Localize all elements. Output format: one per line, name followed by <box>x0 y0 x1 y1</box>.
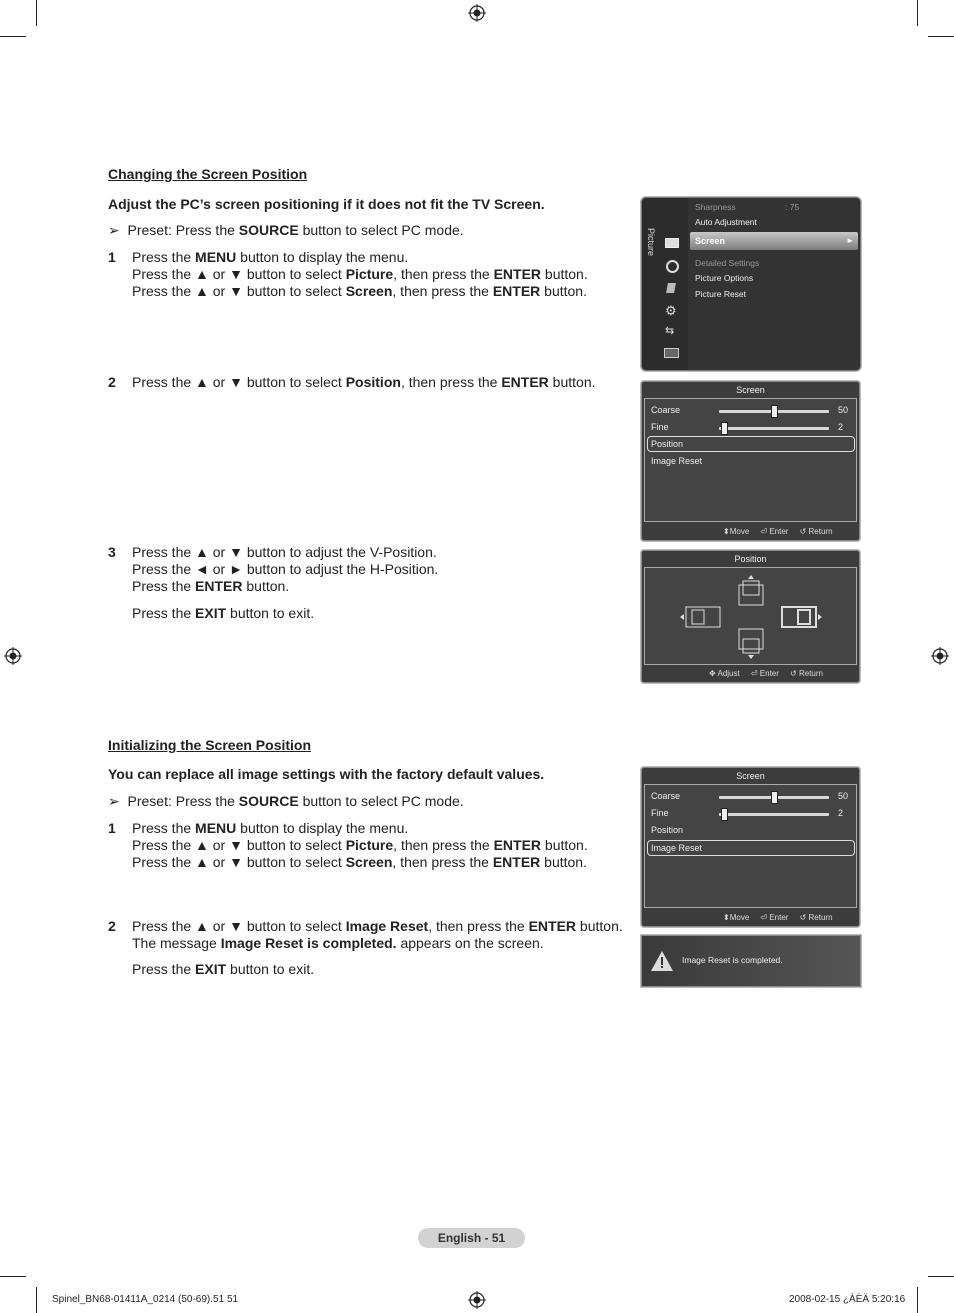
menu-side-label: Picture <box>646 228 656 257</box>
step-3-text: Press the ▲ or ▼ button to adjust the V-Position. Press the ◄ or ► button to adjust the H-Position. Press the ENTER button. Press the EXIT button to exit. <box>132 544 439 621</box>
warning-icon <box>650 950 674 972</box>
menu-item-screen-selected[interactable]: Screen ► <box>690 232 858 250</box>
crop-mark <box>928 36 954 37</box>
coarse-slider-knob[interactable] <box>771 405 778 418</box>
osd-footer: ⬍Move ⏎ Enter ↺ Return <box>723 527 833 536</box>
crop-mark <box>917 0 918 26</box>
coarse-slider-knob[interactable] <box>771 791 778 804</box>
coarse-value: 50 <box>838 791 849 801</box>
arrow-icon: ➢ <box>108 793 120 809</box>
menu-item-sharpness[interactable]: Sharpness : 75 <box>695 202 800 212</box>
updown-icon: ⬍ <box>723 527 730 536</box>
menu-item-picture-reset[interactable]: Picture Reset <box>695 289 747 299</box>
section-intro: Adjust the PC’s screen positioning if it does not fit the TV Screen. <box>108 196 545 212</box>
menu-title: Screen <box>736 385 765 395</box>
crop-mark <box>0 36 26 37</box>
coarse-slider[interactable] <box>719 796 829 799</box>
picture-menu-osd <box>641 197 861 371</box>
fine-value: 2 <box>838 808 844 818</box>
application-icon[interactable] <box>664 348 679 358</box>
menu-item-image-reset[interactable]: Image Reset <box>651 843 703 853</box>
fine-slider-knob[interactable] <box>721 422 728 435</box>
message-text: Image Reset is completed. <box>682 955 783 965</box>
coarse-value: 50 <box>838 405 849 415</box>
fine-value: 2 <box>838 422 844 432</box>
osd-footer: ✥ Adjust ⏎ Enter ↺ Return <box>709 669 823 678</box>
crop-mark <box>36 0 37 26</box>
fine-slider[interactable] <box>719 427 829 430</box>
message-box <box>641 935 861 987</box>
menu-item-auto-adjustment[interactable]: Auto Adjustment <box>695 217 757 227</box>
step-number: 2 <box>108 374 116 390</box>
coarse-slider[interactable] <box>719 410 829 413</box>
print-footer-right: 2008-02-15 ¿ÀÈÄ 5:20:16 <box>789 1294 906 1305</box>
step-2-text: Press the ▲ or ▼ button to select Image Reset, then press the ENTER button. The message Image Reset is completed. appears on the screen. Press the EXIT button to exit. <box>132 918 623 977</box>
return-icon: ↺ <box>799 527 807 536</box>
fine-label: Fine <box>651 422 669 432</box>
crop-mark <box>36 1287 37 1313</box>
menu-item-position[interactable]: Position <box>651 825 684 835</box>
menu-sidebar <box>642 198 688 370</box>
screen-menu-osd <box>641 767 860 927</box>
registration-mark-icon <box>931 647 949 665</box>
chevron-right-icon: ► <box>846 236 854 245</box>
coarse-label: Coarse <box>651 405 681 415</box>
fine-label: Fine <box>651 808 669 818</box>
crop-mark <box>928 1276 954 1277</box>
registration-mark-icon <box>468 1291 486 1309</box>
registration-mark-icon <box>4 647 22 665</box>
crop-mark <box>0 1276 26 1277</box>
step-number: 2 <box>108 918 116 934</box>
picture-icon[interactable] <box>665 238 679 248</box>
screen-menu-osd <box>641 381 860 541</box>
preset-note: ➢ Preset: Press the SOURCE button to select PC mode. <box>108 793 464 809</box>
arrow-icon: ➢ <box>108 222 120 238</box>
step-number: 1 <box>108 820 116 836</box>
registration-mark-icon <box>468 4 486 22</box>
position-menu-osd <box>641 550 860 683</box>
coarse-label: Coarse <box>651 791 681 801</box>
crop-mark <box>917 1287 918 1313</box>
section-intro: You can replace all image settings with the factory default values. <box>108 766 545 782</box>
menu-item-image-reset[interactable]: Image Reset <box>651 456 703 466</box>
position-arrows-diagram <box>642 567 859 667</box>
step-number: 1 <box>108 249 116 265</box>
step-1-text: Press the MENU button to display the menu. Press the ▲ or ▼ button to select Picture, then press the ENTER button. Press the ▲ or ▼ button to select Screen, then press the ENTER button. <box>132 249 588 299</box>
enter-icon: ⏎ <box>760 913 768 922</box>
page-number: English - 51 <box>418 1228 525 1248</box>
updown-icon: ⬍ <box>723 913 730 922</box>
menu-title: Screen <box>736 771 765 781</box>
return-icon: ↺ <box>799 913 807 922</box>
four-way-arrow-icon: ✥ <box>709 669 716 678</box>
osd-footer: ⬍Move ⏎ Enter ↺ Return <box>723 913 833 922</box>
enter-icon: ⏎ <box>760 527 768 536</box>
preset-note: ➢ Preset: Press the SOURCE button to select PC mode. <box>108 222 464 238</box>
enter-icon: ⏎ <box>750 669 758 678</box>
menu-item-position[interactable]: Position <box>651 439 684 449</box>
sound-icon[interactable] <box>666 260 679 273</box>
menu-item-detailed-settings[interactable]: Detailed Settings <box>695 258 760 268</box>
input-icon[interactable]: ⇆ <box>665 325 675 337</box>
return-icon: ↺ <box>790 669 797 678</box>
fine-slider[interactable] <box>719 813 829 816</box>
step-number: 3 <box>108 544 116 560</box>
step-1-text: Press the MENU button to display the menu. Press the ▲ or ▼ button to select Picture, then press the ENTER button. Press the ▲ or ▼ button to select Screen, then press the ENTER button. <box>132 820 588 870</box>
menu-title: Position <box>734 554 767 564</box>
menu-item-picture-options[interactable]: Picture Options <box>695 273 754 283</box>
step-2-text: Press the ▲ or ▼ button to select Position, then press the ENTER button. <box>132 374 596 390</box>
fine-slider-knob[interactable] <box>721 808 728 821</box>
setup-gear-icon[interactable]: ⚙ <box>665 303 677 318</box>
print-footer-left: Spinel_BN68-01411A_0214 (50-69).51 51 <box>52 1294 239 1305</box>
section-heading: Changing the Screen Position <box>108 166 308 182</box>
section-heading: Initializing the Screen Position <box>108 737 312 753</box>
